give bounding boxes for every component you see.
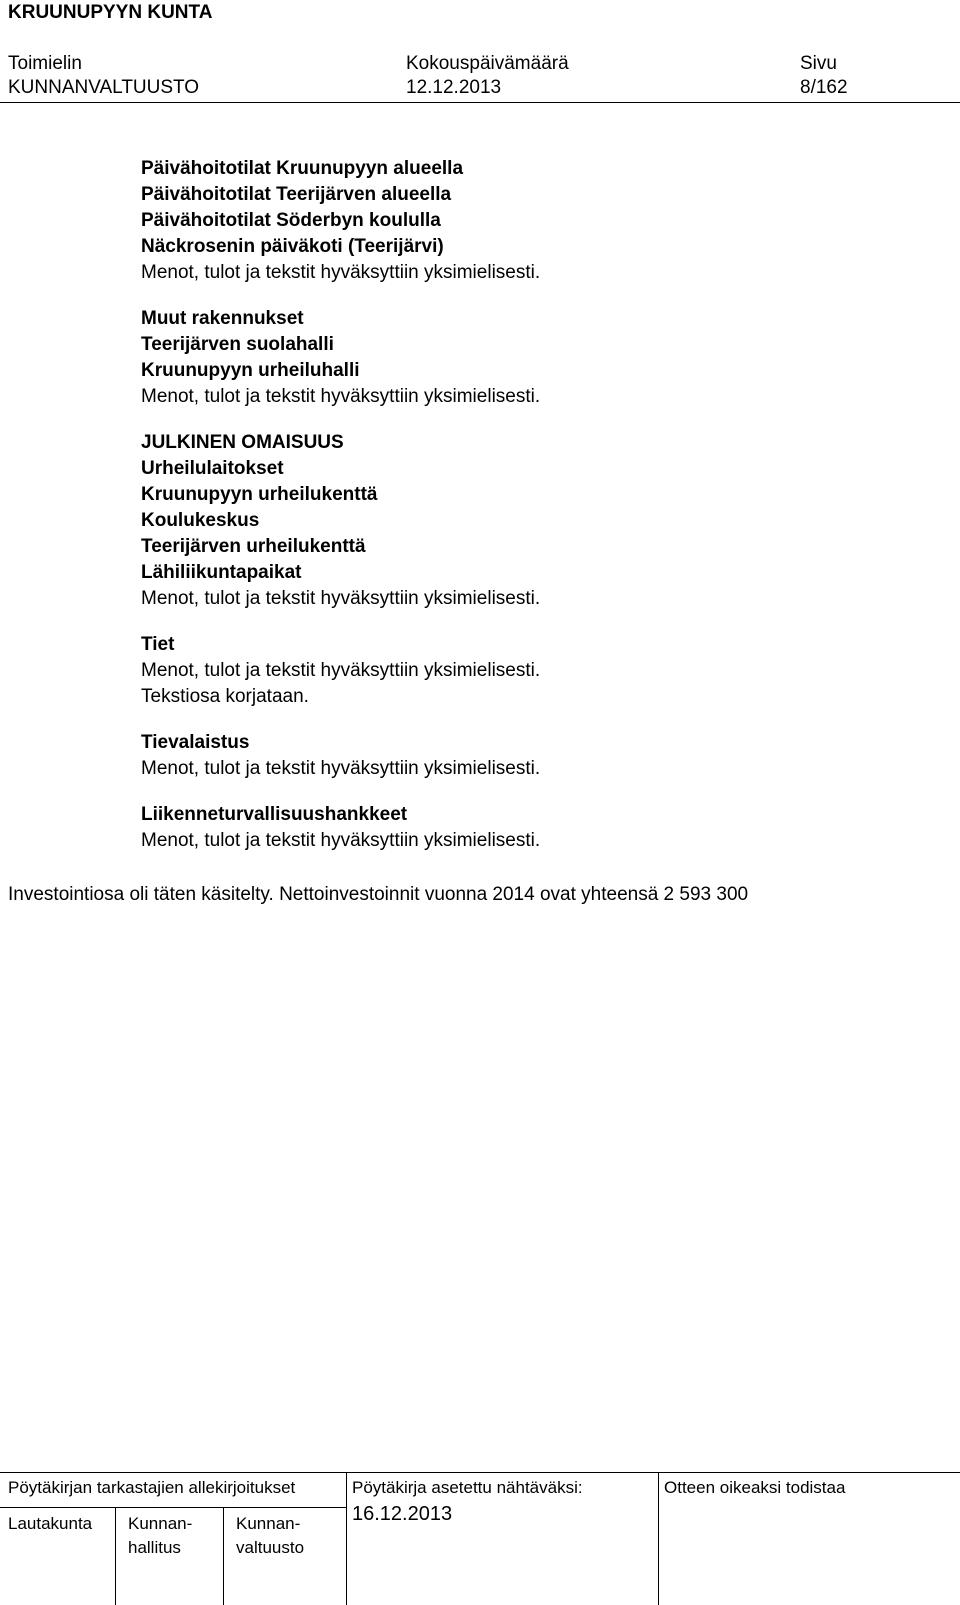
- col-valtuusto-line2: valtuusto: [236, 1538, 305, 1557]
- posted-title: Pöytäkirja asetettu nähtäväksi:: [352, 1478, 583, 1497]
- section-heading: Urheilulaitokset: [141, 458, 284, 479]
- section-text: Menot, tulot ja tekstit hyväksyttiin yksimielisesti.: [141, 660, 541, 681]
- section-heading: JULKINEN OMAISUUS: [141, 432, 344, 453]
- section-text: Menot, tulot ja tekstit hyväksyttiin yksimielisesti.: [141, 262, 541, 283]
- minutes-body: [141, 156, 540, 874]
- section-heading: Koulukeskus: [141, 510, 260, 531]
- footer-divider: [223, 1507, 224, 1605]
- section-heading: Tiet: [141, 634, 175, 655]
- section-text: Menot, tulot ja tekstit hyväksyttiin yksimielisesti.: [141, 588, 541, 609]
- minutes-section: [141, 430, 540, 612]
- organ-value: KUNNANVALTUUSTO: [8, 77, 200, 98]
- date-label: Kokouspäivämäärä: [406, 53, 569, 74]
- signature-footer: [0, 1472, 960, 1605]
- section-heading: Teerijärven suolahalli: [141, 334, 334, 355]
- section-heading: Päivähoitotilat Kruunupyyn alueella: [141, 158, 464, 179]
- section-text: Menot, tulot ja tekstit hyväksyttiin yksimielisesti.: [141, 386, 541, 407]
- col-hallitus-line1: Kunnan-: [128, 1514, 193, 1533]
- section-heading: Näckrosenin päiväkoti (Teerijärvi): [141, 236, 444, 257]
- certified-title: Otteen oikeaksi todistaa: [664, 1478, 846, 1497]
- signatures-rule: [0, 1507, 346, 1508]
- section-heading: Kruunupyyn urheiluhalli: [141, 360, 360, 381]
- section-heading: Lähiliikuntapaikat: [141, 562, 302, 583]
- section-text: Menot, tulot ja tekstit hyväksyttiin yksimielisesti.: [141, 830, 541, 851]
- minutes-section: [141, 306, 540, 410]
- posted-date: 16.12.2013: [352, 1503, 453, 1525]
- footer-divider: [658, 1472, 659, 1605]
- footer-divider: [346, 1472, 347, 1605]
- col-valtuusto-line1: Kunnan-: [236, 1514, 301, 1533]
- col-hallitus-line2: hallitus: [128, 1538, 181, 1557]
- signatures-title: Pöytäkirjan tarkastajien allekirjoitukset: [8, 1478, 296, 1497]
- organ-label: Toimielin: [8, 53, 82, 74]
- section-heading: Liikenneturvallisuushankkeet: [141, 804, 408, 825]
- section-heading: Päivähoitotilat Söderbyn koululla: [141, 210, 441, 231]
- section-heading: Teerijärven urheilukenttä: [141, 536, 366, 557]
- section-heading: Tievalaistus: [141, 732, 250, 753]
- minutes-section: [141, 632, 540, 710]
- header-divider: [0, 102, 960, 103]
- date-value: 12.12.2013: [406, 77, 502, 98]
- summary-paragraph: Investointiosa oli täten käsitelty. Nettoinvestoinnit vuonna 2014 ovat yhteensä 2 593 300: [8, 884, 749, 905]
- footer-divider: [115, 1507, 116, 1605]
- page-label: Sivu: [800, 53, 837, 74]
- organization-name: KRUUNUPYYN KUNTA: [8, 2, 213, 23]
- footer-top-rule: [0, 1472, 960, 1473]
- col-lautakunta: Lautakunta: [8, 1514, 93, 1533]
- header-organ: [8, 52, 199, 100]
- col-hallitus: [128, 1512, 192, 1560]
- header-page: [800, 52, 848, 100]
- section-text: Menot, tulot ja tekstit hyväksyttiin yksimielisesti.: [141, 758, 541, 779]
- minutes-section: [141, 730, 540, 782]
- col-valtuusto: [236, 1512, 304, 1560]
- header-date: [406, 52, 569, 100]
- section-heading: Kruunupyyn urheilukenttä: [141, 484, 378, 505]
- section-heading: Päivähoitotilat Teerijärven alueella: [141, 184, 452, 205]
- section-text: Tekstiosa korjataan.: [141, 686, 309, 707]
- page-value: 8/162: [800, 77, 848, 98]
- minutes-section: [141, 156, 540, 286]
- section-heading: Muut rakennukset: [141, 308, 304, 329]
- minutes-section: [141, 802, 540, 854]
